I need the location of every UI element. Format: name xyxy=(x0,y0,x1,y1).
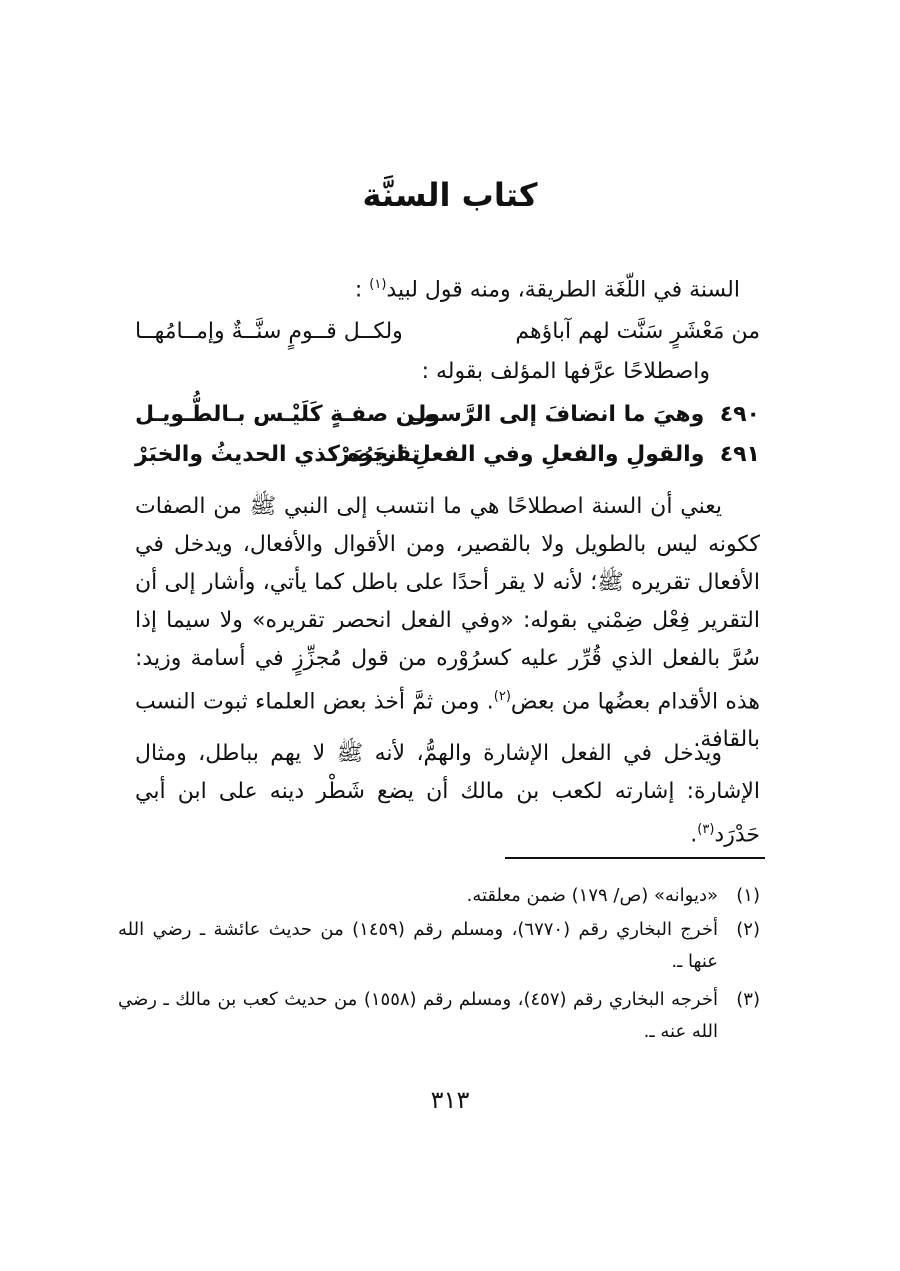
commentary-paragraph-2 xyxy=(135,735,760,854)
intro-colon: : xyxy=(354,277,370,303)
page-number: ٣١٣ xyxy=(430,1086,470,1114)
definition-line: واصطلاحًا عرَّفها المؤلف بقوله : xyxy=(421,359,710,384)
footnote-number: (٢) xyxy=(736,919,760,940)
footnote-number: (٣) xyxy=(736,989,760,1010)
verse-490-first xyxy=(407,395,760,435)
commentary-text-end: . xyxy=(690,822,698,848)
chapter-heading: كتاب السنَّة xyxy=(362,176,538,214)
footnote-text: أخرج البخاري رقم (٦٧٧٠)، ومسلم رقم (١٤٥٩) من حديث عائشة ـ رضي الله عنها ـ. xyxy=(118,919,718,972)
verse-491 xyxy=(135,435,760,475)
intro-text: السنة في اللّغَة الطريقة، ومنه قول لبيد xyxy=(386,277,740,303)
verse-text: والقولِ والفعلِ وفي الفعلِ انحَصَرْ xyxy=(337,442,705,467)
footnote-number: (١) xyxy=(736,885,760,906)
intro-line xyxy=(120,265,740,310)
verse-text: وهيَ ما انضافَ إلى الرَّسول xyxy=(407,402,705,427)
poem-hemistich-first: من مَعْشَرٍ سَنَّت لهم آباؤهم xyxy=(515,319,760,344)
verse-490 xyxy=(135,395,760,435)
footnote-divider xyxy=(505,857,765,859)
commentary-text: يعني أن السنة اصطلاحًا هي ما انتسب إلى النبي ﷺ من الصفات ككونه ليس بالطويل ولا بالقصير، ومن الأقوال والأفعال، ويدخل في الأفعال تقريره ﷺ؛ لأنه لا يقر أحدًا على باطل كما يأتي، وأشار إلى أن التقرير فِعْل ضِمْني بقوله: «وفي الفعل انحصر تقريره» ولا سيما إذا سُرَّ بالفعل الذي قُرِّر عليه كسرُوْره من قول مُجزِّزٍ في أسامة وزيد: هذه الأقدام بعضُها من بعض xyxy=(135,494,761,715)
verse-number: ٤٩٠ xyxy=(719,402,760,427)
footnote-text: أخرجه البخاري رقم (٤٥٧)، ومسلم رقم (١٥٥٨) من حديث كعب بن مالك ـ رضي الله عنه ـ. xyxy=(118,989,718,1042)
commentary-paragraph-1 xyxy=(135,488,760,759)
commentary-text-end: . ومن ثمَّ أخذ بعض العلماء ثبوت النسب بالقافة. xyxy=(135,689,760,753)
commentary-text: ويدخل في الفعل الإشارة والهمُّ، لأنه ﷺ لا يهم بباطل، ومثال الإشارة: إشارته لكعب بن مالك أن يضع شَطْر دينه على ابن أبي حَدْرَد xyxy=(135,741,760,848)
footnote-text: «ديوانه» (ص/ ١٧٩) ضمن معلقته. xyxy=(466,885,718,906)
verse-490-second: مِـن صفـةٍ كَلَيْـس بـالطُّـويـل xyxy=(135,402,437,427)
poem-hemistich-second: ولكــل قــومٍ سنَّــةٌ وإمــامُهــا xyxy=(135,319,403,344)
poem-verse-labid xyxy=(135,312,760,352)
verse-number: ٤٩١ xyxy=(719,442,760,467)
footnote-ref-3[interactable]: (٣) xyxy=(697,822,715,837)
verse-491-second: تقريرُه كذي الحديثُ والخبَرْ xyxy=(135,442,421,467)
footnote-ref-2[interactable]: (٢) xyxy=(493,689,511,704)
footnote-ref-1[interactable]: (١) xyxy=(369,277,387,292)
